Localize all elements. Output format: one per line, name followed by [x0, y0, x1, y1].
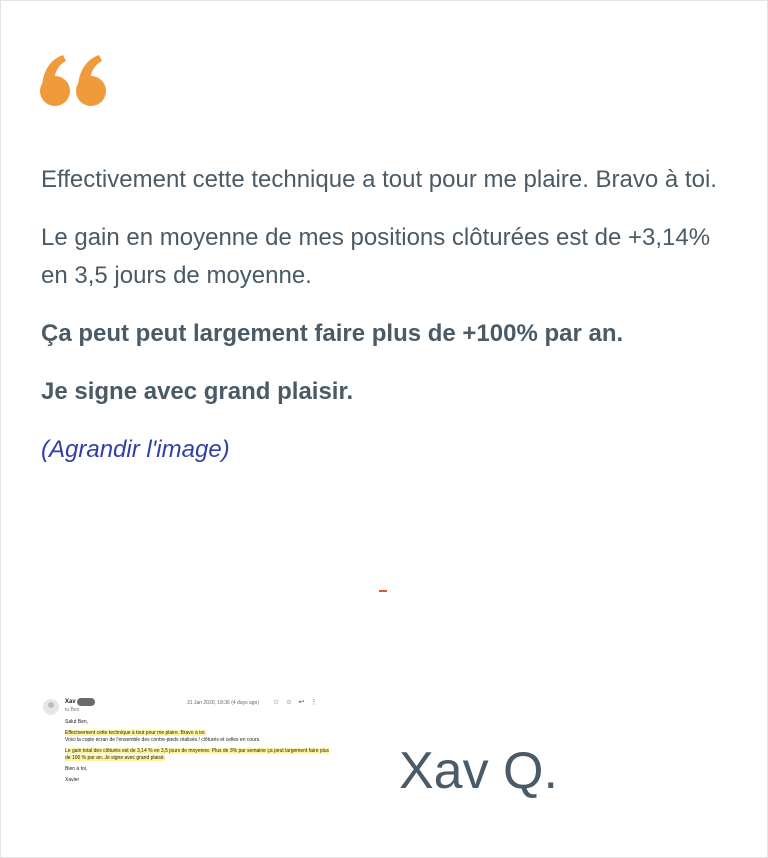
email-line: Effectivement cette technique à tout pour me plaire. Bravo à toi.: [65, 730, 206, 736]
divider-dash: [379, 590, 387, 592]
email-recipient: to Ben: [65, 707, 80, 713]
reply-icon: ↩: [298, 699, 311, 706]
redacted-name: [77, 698, 95, 706]
email-paragraph: [65, 748, 335, 762]
paren-close: ): [221, 436, 230, 463]
testimonial-paragraph: Le gain en moyenne de mes positions clôturées est de +3,14% en 3,5 jours de moyenne.: [41, 224, 711, 289]
email-paragraph: [65, 730, 335, 744]
paren-open: (: [41, 436, 49, 463]
star-icon: ☆: [273, 699, 286, 706]
email-body: [65, 719, 335, 788]
email-highlight: Le gain total des clôturés est de 3,14 % en 3,5 jours de moyenne. Plus de 3% par semaine ça peut largement faire plus de 100 % par an. Je signe avec grand plaisir.: [65, 748, 330, 761]
testimonial-text: [41, 161, 721, 489]
more-icon: ⋮: [310, 699, 324, 706]
email-date: 31 Jan 2020, 18:36 (4 days ago): [187, 700, 259, 706]
quote-icon: [39, 53, 111, 109]
email-line: Voici la copie écran de l'ensemble des contre-pieds réalisés / clôturés et celles en cours.: [65, 737, 261, 743]
email-closing: Bien à toi,: [65, 766, 88, 772]
email-screenshot[interactable]: [41, 693, 341, 813]
testimonial-paragraph: Effectivement cette technique a tout pour me plaire. Bravo à toi.: [41, 166, 717, 193]
email-signature: Xavier: [65, 777, 80, 783]
author-name: Xav Q.: [399, 742, 558, 800]
emoji-icon: ☺: [285, 699, 299, 706]
testimonial-highlight: Ça peut peut largement faire plus de +100% par an.: [41, 320, 624, 347]
avatar-icon: [43, 699, 59, 715]
email-action-icons: [273, 698, 323, 706]
email-sender: Xav: [65, 699, 76, 705]
email-greeting: Salut Ben,: [65, 719, 89, 725]
testimonial-highlight: Je signe avec grand plaisir.: [41, 378, 354, 405]
enlarge-image-line: [41, 431, 721, 469]
enlarge-image-link[interactable]: Agrandir l'image: [49, 436, 222, 463]
